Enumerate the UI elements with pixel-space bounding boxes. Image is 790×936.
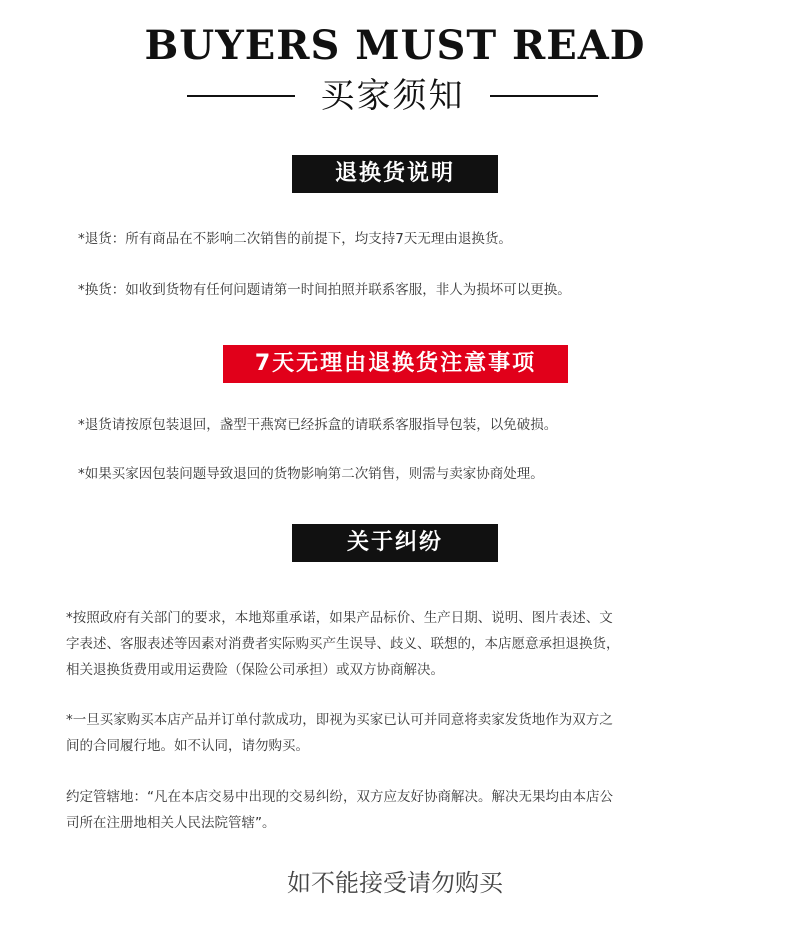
page-title-chinese: 买家须知 xyxy=(320,76,465,116)
title-divider-left xyxy=(187,95,295,97)
title-divider-right xyxy=(490,95,598,97)
dispute-paragraph-line: *一旦买家购买本店产品并订单付款成功，即视为买家已认可并同意将卖家发货地作为双方之 xyxy=(66,712,613,728)
resale-note-line: *如果买家因包装问题导致退回的货物影响第二次销售，则需与卖家协商处理。 xyxy=(78,466,544,482)
page-title-chinese-row xyxy=(0,72,790,120)
dispute-paragraph-line: 司所在注册地相关人民法院管辖”。 xyxy=(66,815,276,831)
dispute-paragraph-government xyxy=(66,605,706,683)
dispute-paragraph-jurisdiction xyxy=(66,784,706,836)
dispute-paragraph-line: *按照政府有关部门的要求，本地郑重承诺，如果产品标价、生产日期、说明、图片表述、文 xyxy=(66,610,613,626)
section-heading-7day-notes: 7天无理由退换货注意事项 xyxy=(223,345,568,383)
dispute-paragraph-line: 间的合同履行地。如不认同，请勿购买。 xyxy=(66,738,309,754)
page-title-english: BUYERS MUST READ xyxy=(144,22,646,69)
dispute-paragraph-line: 约定管辖地：“凡在本店交易中出现的交易纠纷，双方应友好协商解决。解决无果均由本店公 xyxy=(66,789,613,805)
exchange-policy-line: *换货：如收到货物有任何问题请第一时间拍照并联系客服，非人为损坏可以更换。 xyxy=(78,282,571,298)
closing-notice: 如不能接受请勿购买 xyxy=(287,869,503,897)
return-policy-line: *退货：所有商品在不影响二次销售的前提下，均支持7天无理由退换货。 xyxy=(78,231,512,247)
dispute-paragraph-line: 相关退换货费用或用运费险（保险公司承担）或双方协商解决。 xyxy=(66,662,444,678)
section-heading-return-exchange: 退换货说明 xyxy=(292,155,498,193)
packaging-note-line: *退货请按原包装退回，盏型干燕窝已经拆盒的请联系客服指导包装，以免破损。 xyxy=(78,417,558,433)
dispute-paragraph-line: 字表述、客服表述等因素对消费者实际购买产生误导、歧义、联想的，本店愿意承担退换货， xyxy=(66,636,620,652)
section-heading-disputes: 关于纠纷 xyxy=(292,524,498,562)
dispute-paragraph-contract-place xyxy=(66,707,706,759)
